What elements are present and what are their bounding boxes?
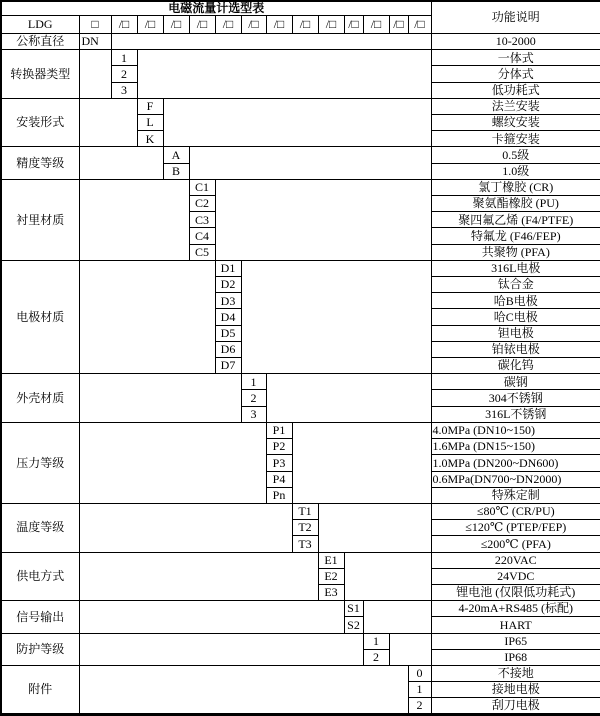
table-title: 电磁流量计选型表	[1, 1, 431, 15]
model-prefix: LDG	[1, 15, 79, 33]
model-slot-9: /□	[318, 15, 344, 33]
desc-cell: IP65	[431, 633, 600, 649]
model-slot-12: /□	[389, 15, 408, 33]
spacer-cell	[79, 179, 189, 260]
model-slot-10: /□	[344, 15, 363, 33]
spacer-cell	[79, 552, 318, 601]
desc-cell: 特氟龙 (F46/FEP)	[431, 228, 600, 244]
desc-cell: ≤120℃ (PTEP/FEP)	[431, 520, 600, 536]
spacer-cell	[189, 147, 431, 179]
code-cell: T2	[292, 520, 318, 536]
desc-cell: 4.0MPa (DN10~150)	[431, 422, 600, 438]
spacer-cell	[79, 147, 163, 179]
group-label-temperature: 温度等级	[1, 503, 79, 552]
spacer-cell	[137, 50, 431, 99]
model-slot-11: /□	[363, 15, 389, 33]
desc-cell: 碳化钨	[431, 358, 600, 374]
desc-cell: 碳钢	[431, 374, 600, 390]
desc-cell: 特殊定制	[431, 487, 600, 503]
desc-cell: 刮刀电极	[431, 698, 600, 715]
spacer-cell	[79, 503, 292, 552]
code-cell: 3	[111, 82, 137, 98]
model-slot-1: /□	[111, 15, 137, 33]
code-cell: 2	[111, 66, 137, 82]
desc-cell: 接地电极	[431, 682, 600, 698]
spacer-cell	[163, 98, 431, 147]
code-cell: B	[163, 163, 189, 179]
desc-cell: 钛合金	[431, 277, 600, 293]
code-cell: F	[137, 98, 163, 114]
model-slot-2: /□	[137, 15, 163, 33]
group-label-diameter: 公称直径	[1, 34, 79, 50]
code-cell: D6	[215, 341, 241, 357]
desc-cell: 304不锈钢	[431, 390, 600, 406]
model-slot-13: /□	[408, 15, 431, 33]
group-label-accuracy: 精度等级	[1, 147, 79, 179]
desc-cell: 分体式	[431, 66, 600, 82]
code-cell: A	[163, 147, 189, 163]
group-label-accessories: 附件	[1, 665, 79, 714]
code-cell: C5	[189, 244, 215, 260]
desc-cell: ≤200℃ (PFA)	[431, 536, 600, 552]
code-cell: DN	[79, 34, 111, 50]
spacer-cell	[344, 552, 431, 601]
code-cell: P2	[266, 439, 292, 455]
desc-cell: 聚四氟乙烯 (F4/PTFE)	[431, 212, 600, 228]
desc-cell: 铂铱电极	[431, 341, 600, 357]
desc-cell: 钽电极	[431, 325, 600, 341]
code-cell: K	[137, 131, 163, 147]
model-slot-4: /□	[189, 15, 215, 33]
code-cell: T3	[292, 536, 318, 552]
code-cell: C4	[189, 228, 215, 244]
code-cell: E3	[318, 584, 344, 600]
code-cell: D7	[215, 358, 241, 374]
group-label-electrode: 电极材质	[1, 260, 79, 373]
desc-cell: 0.5级	[431, 147, 600, 163]
code-cell: 2	[363, 649, 389, 665]
group-label-power-supply: 供电方式	[1, 552, 79, 601]
desc-cell: 共聚物 (PFA)	[431, 244, 600, 260]
code-cell: 3	[241, 406, 266, 422]
spacer-cell	[79, 422, 266, 503]
code-cell: P4	[266, 471, 292, 487]
code-cell: E2	[318, 568, 344, 584]
code-cell: D2	[215, 277, 241, 293]
desc-cell: 4-20mA+RS485 (标配)	[431, 601, 600, 617]
code-cell: 1	[408, 682, 431, 698]
code-cell: D3	[215, 293, 241, 309]
group-label-lining: 衬里材质	[1, 179, 79, 260]
code-cell: Pn	[266, 487, 292, 503]
model-box: □	[79, 15, 111, 33]
spacer-cell	[266, 374, 431, 423]
desc-cell: 一体式	[431, 50, 600, 66]
desc-cell: 1.6MPa (DN15~150)	[431, 439, 600, 455]
desc-cell: 1.0级	[431, 163, 600, 179]
spacer-cell	[79, 50, 111, 99]
group-label-shell: 外壳材质	[1, 374, 79, 423]
desc-cell: 1.0MPa (DN200~DN600)	[431, 455, 600, 471]
spacer-cell	[241, 260, 431, 373]
desc-cell: 24VDC	[431, 568, 600, 584]
code-cell: 2	[408, 698, 431, 715]
code-cell: L	[137, 115, 163, 131]
desc-cell: 锂电池 (仅限低功耗式)	[431, 584, 600, 600]
code-cell: D1	[215, 260, 241, 276]
desc-cell: 法兰安装	[431, 98, 600, 114]
model-slot-8: /□	[292, 15, 318, 33]
code-cell: C3	[189, 212, 215, 228]
group-label-pressure: 压力等级	[1, 422, 79, 503]
desc-cell: 316L不锈钢	[431, 406, 600, 422]
desc-cell: 卡箍安装	[431, 131, 600, 147]
spacer-cell	[111, 34, 431, 50]
code-cell: S2	[344, 617, 363, 633]
group-label-installation: 安装形式	[1, 98, 79, 147]
spacer-cell	[292, 422, 431, 503]
code-cell: D4	[215, 309, 241, 325]
group-label-protection: 防护等级	[1, 633, 79, 665]
desc-cell: 氯丁橡胶 (CR)	[431, 179, 600, 195]
code-cell: E1	[318, 552, 344, 568]
spacer-cell	[389, 633, 431, 665]
code-cell: T1	[292, 503, 318, 519]
model-slot-5: /□	[215, 15, 241, 33]
group-label-converter-type: 转换器类型	[1, 50, 79, 99]
spacer-cell	[318, 503, 431, 552]
desc-cell: 聚氨酯橡胶 (PU)	[431, 196, 600, 212]
code-cell: 2	[241, 390, 266, 406]
model-slot-3: /□	[163, 15, 189, 33]
desc-cell: 低功耗式	[431, 82, 600, 98]
spacer-cell	[79, 374, 241, 423]
spacer-cell	[79, 665, 408, 714]
code-cell: 1	[241, 374, 266, 390]
desc-cell: 220VAC	[431, 552, 600, 568]
desc-cell: IP68	[431, 649, 600, 665]
desc-cell: 哈C电极	[431, 309, 600, 325]
code-cell: 1	[111, 50, 137, 66]
group-label-signal-output: 信号输出	[1, 601, 79, 633]
spacer-cell	[79, 98, 137, 147]
code-cell: C1	[189, 179, 215, 195]
model-slot-7: /□	[266, 15, 292, 33]
code-cell: C2	[189, 196, 215, 212]
code-cell: 0	[408, 665, 431, 681]
spacer-cell	[79, 601, 344, 633]
model-slot-6: /□	[241, 15, 266, 33]
spacer-cell	[215, 179, 431, 260]
code-cell: P3	[266, 455, 292, 471]
desc-cell: 不接地	[431, 665, 600, 681]
desc-cell: 10-2000	[431, 34, 600, 50]
code-cell: P1	[266, 422, 292, 438]
function-column-header: 功能说明	[431, 1, 600, 34]
code-cell: D5	[215, 325, 241, 341]
spacer-cell	[79, 633, 363, 665]
desc-cell: HART	[431, 617, 600, 633]
desc-cell: 螺纹安装	[431, 115, 600, 131]
desc-cell: 哈B电极	[431, 293, 600, 309]
desc-cell: ≤80℃ (CR/PU)	[431, 503, 600, 519]
desc-cell: 316L电极	[431, 260, 600, 276]
spacer-cell	[79, 260, 215, 373]
spacer-cell	[363, 601, 431, 633]
code-cell: S1	[344, 601, 363, 617]
desc-cell: 0.6MPa(DN700~DN2000)	[431, 471, 600, 487]
code-cell: 1	[363, 633, 389, 649]
